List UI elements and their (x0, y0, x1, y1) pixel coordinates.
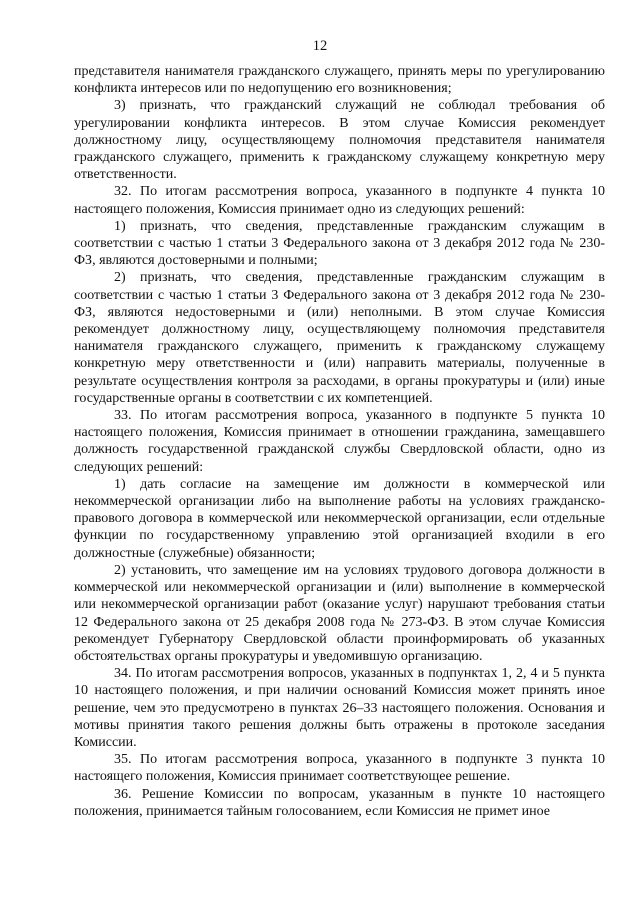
paragraph-36: 36. Решение Комиссии по вопросам, указанным в пункте 10 настоящего положения, принимается тайным голосованием, если Комиссия не примет иное (74, 786, 605, 819)
document-body (74, 63, 605, 820)
paragraph-33-item-1: 1) дать согласие на замещение им должности в коммерческой или некоммерческой организации либо на выполнение работы на условиях гражданско-правового договора в коммерческой или некоммерческой организации, если отдельные функции по государственному управлению этой организацией входили в его должностные (служебные) обязанности; (74, 476, 605, 561)
paragraph-35: 35. По итогам рассмотрения вопроса, указанного в подпункте 3 пункта 10 настоящего положения, Комиссия принимает соответствующее решение. (74, 752, 605, 785)
paragraph-32-item-1: 1) признать, что сведения, представленные гражданским служащим в соответствии с частью 1 статьи 3 Федерального закона от 3 декабря 2012 года № 230-ФЗ, являются достоверными и полными; (74, 218, 605, 269)
paragraph-33: 33. По итогам рассмотрения вопроса, указанного в подпункте 5 пункта 10 настоящего положения, Комиссия принимает в отношении гражданина, замещавшего должность государственной гражданской службы Свердловской области, одно из следующих решений: (74, 408, 605, 475)
paragraph-32-item-2: 2) признать, что сведения, представленные гражданским служащим в соответствии с частью 1 статьи 3 Федерального закона от 3 декабря 2012 года № 230-ФЗ, являются недостоверными и (или) неполными. В этом случае Комиссия рекомендует должностному лицу, осуществляющему полномочия представителя нанимателя гражданского служащего, применить к гражданскому служащему конкретную меру ответственности и (или) направить материалы, полученные в результате осуществления контроля за расходами, в органы прокуратуры и (или) иные государственные органы в соответствии с их компетенцией. (74, 270, 605, 406)
paragraph-32: 32. По итогам рассмотрения вопроса, указанного в подпункте 4 пункта 10 настоящего положения, Комиссия принимает одно из следующих решений: (74, 184, 605, 217)
paragraph-continuation: представителя нанимателя гражданского служащего, принять меры по урегулированию конфликта интересов или по недопущению его возникновения; (74, 64, 605, 97)
paragraph-31-item-3: 3) признать, что гражданский служащий не соблюдал требования об урегулировании конфликта интересов. В этом случае Комиссия рекомендует должностному лицу, осуществляющему полномочия представителя нанимателя гражданского служащего, применить к гражданскому служащему конкретную меру ответственности. (74, 98, 605, 183)
paragraph-33-item-2: 2) установить, что замещение им на условиях трудового договора должности в коммерческой или некоммерческой организации и (или) выполнение в коммерческой или некоммерческой организации работ (оказание услуг) нарушают требования статьи 12 Федерального закона от 25 декабря 2008 года № 273-ФЗ. В этом случае Комиссия рекомендует Губернатору Свердловской области проинформировать об указанных обстоятельствах органы прокуратуры и уведомившую организацию. (74, 562, 605, 664)
page-number: 12 (312, 38, 328, 54)
paragraph-34: 34. По итогам рассмотрения вопросов, указанных в подпунктах 1, 2, 4 и 5 пункта 10 настоящего положения, и при наличии оснований Комиссия может принять иное решение, чем это предусмотрено в пунктах 26–33 настоящего положения. Основания и мотивы принятия такого решения должны быть отражены в протоколе заседания Комиссии. (74, 666, 605, 750)
